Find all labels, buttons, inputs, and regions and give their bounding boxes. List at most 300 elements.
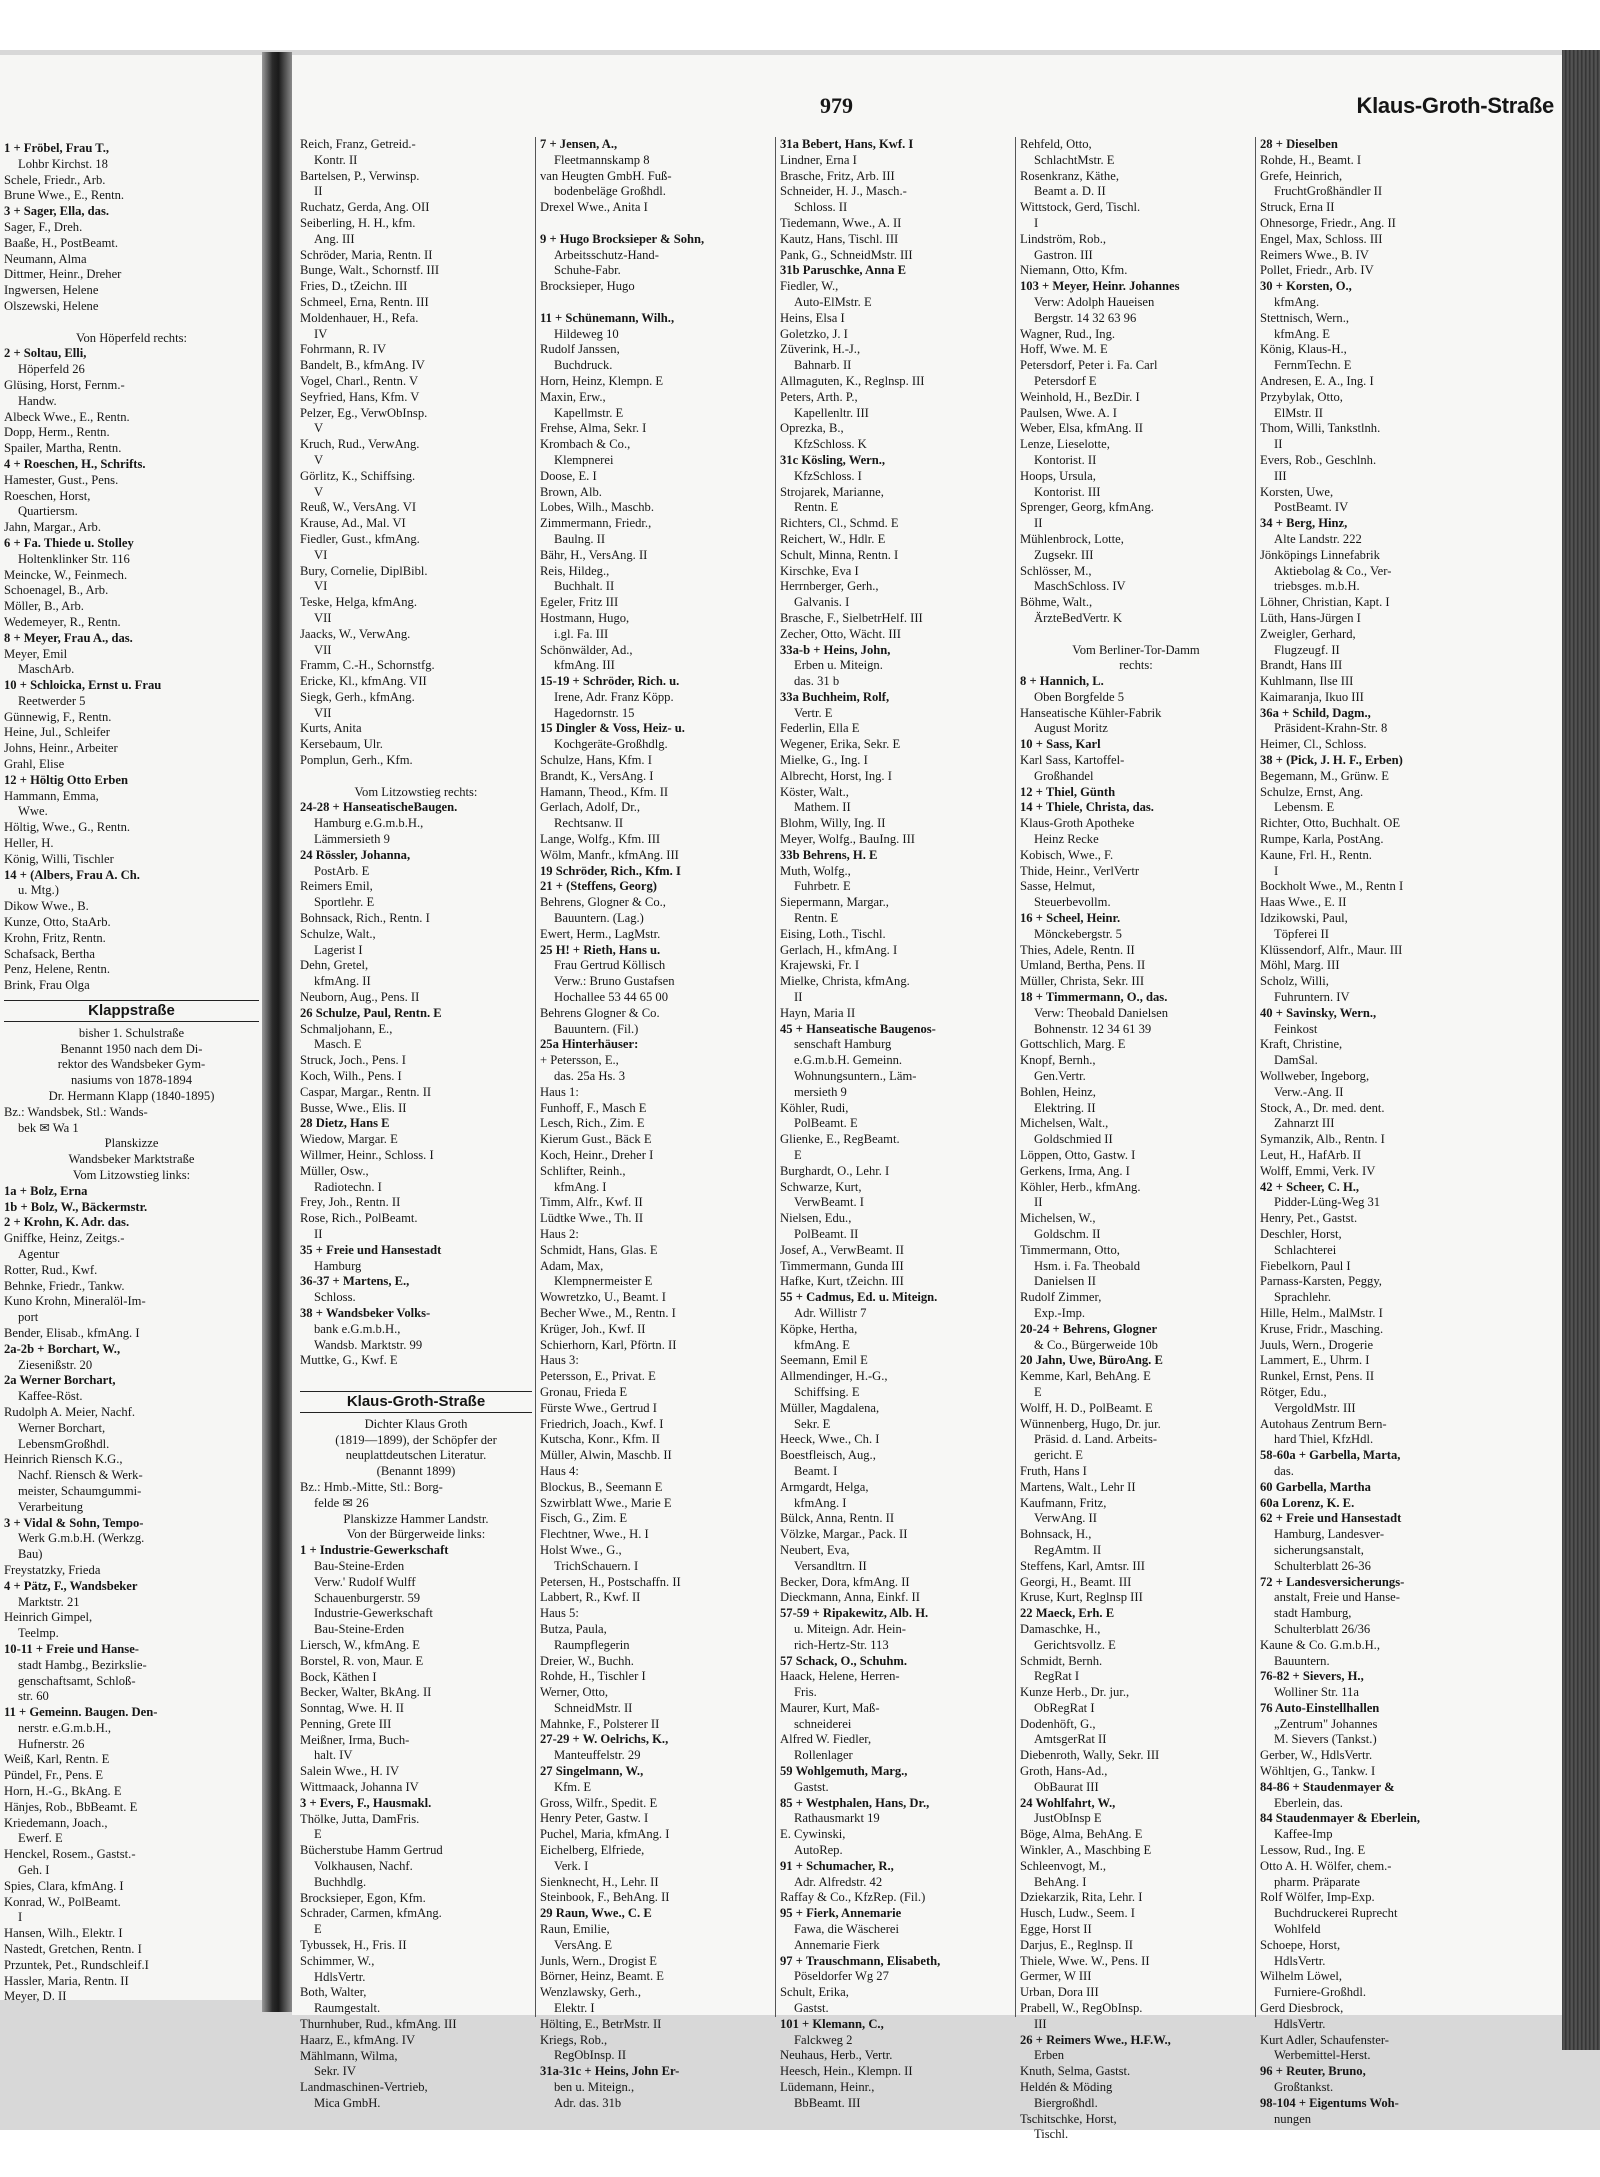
resident-entry: Ewert, Herm., LagMstr.: [540, 926, 661, 941]
entry-continuation: Wohlfeld: [1274, 1922, 1321, 1937]
resident-entry: Labbert, R., Kwf. II: [540, 1590, 641, 1605]
resident-entry: Richters, Cl., Schmd. E: [780, 516, 899, 531]
section-note: Von Höperfeld rechts:: [76, 330, 187, 345]
entry-continuation: AmtsgerRat II: [1034, 1732, 1107, 1747]
resident-entry: Henry, Pet., Gastst.: [1260, 1211, 1358, 1226]
entry-continuation: Quartiersm.: [18, 504, 78, 519]
entry-continuation: II: [794, 990, 803, 1005]
entry-continuation: AutoRep.: [794, 1843, 843, 1858]
resident-entry: Hölting, E., BetrMstr. II: [540, 2016, 662, 2031]
house-number-entry: 27-29 + W. Oelrichs, K.,: [540, 1732, 669, 1747]
page-header-title: Klaus-Groth-Straße: [1356, 93, 1554, 118]
entry-continuation: senschaft Hamburg: [794, 1037, 892, 1052]
house-number-entry: 11 + Gemeinn. Baugen. Den-: [4, 1705, 158, 1720]
entry-continuation: bodenbeläge Großhdl.: [554, 184, 666, 199]
resident-entry: Kuno Krohn, Mineralöl-Im-: [4, 1294, 146, 1309]
resident-entry: Darjus, E., Reglnsp. II: [1020, 1937, 1133, 1952]
entry-continuation: VergoldMstr. III: [1274, 1400, 1356, 1415]
house-number-entry: 14 + (Albers, Frau A. Ch.: [4, 867, 140, 882]
entry-continuation: Petersdorf E: [1034, 373, 1097, 388]
entry-continuation: triebsges. m.b.H.: [1274, 579, 1360, 594]
resident-entry: Rötger, Edu.,: [1260, 1384, 1327, 1399]
house-number-entry: 26 + Reimers Wwe., H.F.W.,: [1020, 2032, 1171, 2047]
resident-entry: Krause, Ad., Mal. VI: [300, 516, 406, 531]
resident-entry: Hanseatische Kühler-Fabrik: [1020, 705, 1162, 720]
resident-entry: Wittmaack, Johanna IV: [300, 1780, 419, 1795]
house-number-entry: 2a Werner Borchart,: [4, 1373, 116, 1388]
resident-entry: Wolff, H. D., PolBeamt. E: [1020, 1400, 1153, 1415]
entry-continuation: ElMstr. II: [1274, 405, 1323, 420]
house-number-entry: 31a Bebert, Hans, Kwf. I: [780, 137, 914, 151]
resident-entry: Blockus, B., Seemann E: [540, 1479, 663, 1494]
resident-entry: Husch, Ludw., Seem. I: [1020, 1906, 1135, 1921]
entry-continuation: HdlsVertr.: [314, 1969, 366, 1984]
resident-entry: Niemann, Otto, Kfm.: [1020, 263, 1128, 278]
resident-entry: Adam, Max,: [540, 1258, 604, 1273]
resident-entry: Gronau, Frieda E: [540, 1384, 628, 1399]
resident-entry: Stock, A., Dr. med. dent.: [1260, 1100, 1385, 1115]
resident-entry: Przuntek, Pet., Rundschleif.I: [4, 1957, 149, 1972]
resident-entry: Bücherstube Hamm Gertrud: [300, 1843, 443, 1858]
resident-entry: Knuth, Selma, Gastst.: [1020, 2064, 1131, 2079]
resident-entry: Rohde, H., Tischler I: [540, 1669, 646, 1684]
house-number-entry: 21 + (Steffens, Georg): [540, 879, 657, 894]
resident-entry: Schönwälder, Ad.,: [540, 642, 633, 657]
entry-continuation: HdlsVertr.: [1274, 1953, 1326, 1968]
resident-entry: Haas Wwe., E. II: [1260, 895, 1347, 910]
resident-entry: Haus 1:: [540, 1084, 579, 1099]
resident-entry: Zweigler, Gerhard,: [1260, 626, 1356, 641]
resident-entry: Brink, Frau Olga: [4, 978, 90, 993]
resident-entry: Lüth, Hans-Jürgen I: [1260, 610, 1361, 625]
entry-continuation: I: [18, 1910, 23, 1925]
resident-entry: Goletzko, J. I: [780, 326, 848, 341]
entry-continuation: bank e.G.m.b.H.,: [314, 1321, 401, 1336]
entry-continuation: II: [1034, 516, 1043, 531]
house-number-entry: 4 + Roeschen, H., Schrifts.: [4, 456, 146, 471]
resident-entry: Grefe, Heinrich,: [1260, 168, 1343, 183]
resident-entry: Lindström, Rob.,: [1020, 231, 1107, 246]
entry-continuation: Rathausmarkt 19: [794, 1811, 880, 1826]
entry-continuation: halt. IV: [314, 1748, 353, 1763]
entry-continuation: Galvanis. I: [794, 595, 850, 610]
house-number-entry: 12 + Thiel, Günth: [1020, 784, 1116, 799]
entry-continuation: Bohnenstr. 12 34 61 39: [1034, 1021, 1152, 1036]
house-number-entry: 45 + Hanseatische Baugenos-: [780, 1021, 936, 1036]
resident-entry: Mählmann, Wilma,: [300, 2048, 398, 2063]
resident-entry: Umland, Bertha, Pens. II: [1020, 958, 1146, 973]
resident-entry: Müller, Magdalena,: [780, 1400, 880, 1415]
house-number-entry: 62 + Freie und Hansestadt: [1260, 1511, 1402, 1526]
resident-entry: Muth, Wolfg.,: [780, 863, 851, 878]
entry-continuation: Verw.' Rudolf Wulff: [314, 1574, 416, 1589]
entry-continuation: KfzSchloss. K: [794, 437, 867, 452]
resident-entry: Bz.: Hmb.-Mitte, Stl.: Borg-: [300, 1479, 443, 1494]
entry-continuation: Gen.Vertr.: [1034, 1069, 1086, 1084]
entry-continuation: Marktstr. 21: [18, 1594, 80, 1609]
resident-entry: Mielke, Christa, kfmAng.: [780, 974, 910, 989]
resident-entry: Kuhlmann, Ilse III: [1260, 674, 1354, 689]
entry-continuation: kfmAng. E: [1274, 326, 1330, 341]
house-number-entry: 36a + Schild, Dagm.,: [1260, 705, 1371, 720]
entry-continuation: ObRegRat I: [1034, 1700, 1095, 1715]
entry-continuation: e.G.m.b.H. Gemeinn.: [794, 1053, 903, 1068]
resident-entry: Urban, Dora III: [1020, 1985, 1099, 2000]
resident-entry: Maxin, Erw.,: [540, 389, 606, 404]
resident-entry: Richter, Otto, Buchhalt. OE: [1260, 816, 1401, 831]
directory-column-3: [780, 137, 1012, 2112]
resident-entry: Liersch, W., kfmAng. E: [300, 1637, 420, 1652]
resident-entry: Engel, Max, Schloss. III: [1260, 231, 1383, 246]
resident-entry: Höltig, Wwe., G., Rentn.: [4, 820, 131, 835]
entry-continuation: bek ✉ Wa 1: [18, 1120, 79, 1135]
resident-entry: Rolf Wölfer, Imp-Exp.: [1260, 1890, 1375, 1905]
entry-continuation: Werbemittel-Herst.: [1274, 2048, 1371, 2063]
resident-entry: Rosenkranz, Käthe,: [1020, 168, 1119, 183]
house-number-entry: 29 Raun, Wwe., C. E: [540, 1906, 652, 1921]
resident-entry: Wöhltjen, G., Tankw. I: [1260, 1764, 1376, 1779]
entry-continuation: kfmAng.: [1274, 294, 1320, 309]
entry-continuation: M. Sievers (Tankst.): [1274, 1732, 1377, 1747]
entry-continuation: i.gl. Fa. III: [554, 626, 609, 641]
entry-continuation: II: [1034, 1195, 1043, 1210]
entry-continuation: Ewerf. E: [18, 1831, 63, 1846]
resident-entry: Müller, Alwin, Maschb. II: [540, 1448, 672, 1463]
resident-entry: Raun, Emilie,: [540, 1922, 610, 1937]
section-note: nasiums von 1878-1894: [70, 1073, 193, 1088]
entry-continuation: RegRat I: [1034, 1669, 1080, 1684]
resident-entry: Tiedemann, Wwe., A. II: [780, 215, 902, 230]
entry-continuation: I: [1034, 215, 1039, 230]
entry-continuation: Buchhdlg.: [314, 1874, 367, 1889]
entry-continuation: Holtenklinker Str. 116: [18, 551, 130, 566]
resident-entry: König, Willi, Tischler: [4, 851, 114, 866]
resident-entry: Kersebaum, Ulr.: [300, 737, 383, 752]
resident-entry: Michelsen, W.,: [1020, 1211, 1096, 1226]
house-number-entry: 96 + Reuter, Bruno,: [1260, 2064, 1366, 2079]
resident-entry: Fohrmann, R. IV: [300, 342, 387, 357]
entry-continuation: V: [314, 421, 324, 436]
resident-entry: Neumann, Alma: [4, 251, 87, 266]
entry-continuation: E: [794, 1148, 802, 1162]
entry-continuation: RegObInsp. II: [554, 2048, 627, 2063]
entry-continuation: Rollenlager: [794, 1748, 853, 1763]
house-number-entry: 59 Wohlgemuth, Marg.,: [780, 1764, 908, 1779]
resident-entry: Raffay & Co., KfzRep. (Fil.): [780, 1890, 926, 1905]
house-number-entry: 1 + Fröbel, Frau T.,: [4, 141, 110, 155]
resident-entry: Kruse, Kurt, Reglnsp III: [1020, 1590, 1143, 1605]
entry-continuation: Lohbr Kirchst. 18: [18, 156, 108, 171]
entry-continuation: Sportlehr. E: [314, 895, 375, 910]
resident-entry: Schrader, Carmen, kfmAng.: [300, 1906, 442, 1921]
entry-continuation: SchneidMstr. II: [554, 1700, 633, 1715]
house-number-entry: 38 + Wandsbeker Volks-: [300, 1305, 431, 1320]
house-number-entry: 20-24 + Behrens, Glogner: [1020, 1321, 1158, 1336]
resident-entry: + Petersson, E.,: [540, 1053, 619, 1068]
house-number-entry: 15 Dingler & Voss, Heiz- u.: [540, 721, 685, 736]
resident-entry: Alfred W. Fiedler,: [780, 1732, 872, 1747]
resident-entry: Haus 3:: [540, 1353, 579, 1368]
entry-continuation: VII: [314, 610, 332, 625]
resident-entry: Zecher, Otto, Wächt. III: [780, 626, 901, 641]
directory-column-4: [1020, 137, 1252, 2143]
resident-entry: Schult, Minna, Rentn. I: [780, 547, 899, 562]
entry-continuation: Goldschmied II: [1034, 1132, 1113, 1147]
resident-entry: Bülck, Anna, Rentn. II: [780, 1511, 895, 1526]
entry-continuation: Industrie-Gewerkschaft: [314, 1606, 433, 1621]
resident-entry: Heinrich Gimpel,: [4, 1610, 93, 1625]
entry-continuation: Kontr. II: [314, 152, 358, 167]
resident-entry: Thom, Willi, Tankstlnh.: [1260, 421, 1381, 436]
entry-continuation: Volkhausen, Nachf.: [314, 1859, 413, 1874]
resident-entry: Holst Wwe., G.,: [540, 1542, 622, 1557]
resident-entry: Köpke, Hertha,: [780, 1321, 858, 1336]
resident-entry: Dikow Wwe., B.: [4, 899, 89, 914]
resident-entry: Meyer, Wolfg., BauIng. III: [780, 832, 915, 847]
resident-entry: Schimmer, W.,: [300, 1953, 375, 1968]
section-note: Von der Bürgerweide links:: [346, 1527, 486, 1542]
entry-continuation: Sekr. IV: [314, 2064, 356, 2079]
resident-entry: Herrnberger, Gerh.,: [780, 579, 879, 594]
resident-entry: Heesch, Hein., Klempn. II: [780, 2064, 913, 2079]
resident-entry: Bender, Elisab., kfmAng. I: [4, 1325, 140, 1340]
entry-continuation: Frau Gertrud Köllisch: [554, 958, 666, 973]
resident-entry: Züverink, H.-J.,: [780, 342, 861, 357]
house-number-entry: 28 Dietz, Hans E: [300, 1116, 390, 1131]
entry-continuation: Radiotechn. I: [314, 1179, 382, 1194]
entry-continuation: PostArb. E: [314, 863, 370, 878]
resident-entry: Schulze, Walt.,: [300, 926, 376, 941]
house-number-entry: 103 + Meyer, Heinr. Johannes: [1020, 279, 1180, 294]
entry-continuation: PolBeamt. E: [794, 1116, 858, 1131]
entry-continuation: Buchhalt. II: [554, 579, 615, 594]
resident-entry: Bockholt Wwe., M., Rentn I: [1260, 879, 1404, 894]
entry-continuation: Bergstr. 14 32 63 96: [1034, 310, 1137, 325]
resident-entry: Hamann, Theod., Kfm. II: [540, 784, 669, 799]
resident-entry: Framm, C.-H., Schornstfg.: [300, 658, 435, 673]
entry-continuation: DamSal.: [1274, 1053, 1318, 1068]
entry-continuation: Klempnerei: [554, 452, 614, 467]
resident-entry: Schmaljohann, E.,: [300, 1021, 393, 1036]
resident-entry: Kemme, Karl, BehAng. E: [1020, 1369, 1151, 1384]
house-number-entry: 10 + Schloicka, Ernst u. Frau: [4, 678, 162, 693]
resident-entry: Haarz, E., kfmAng. IV: [300, 2032, 416, 2047]
entry-continuation: MaschSchloss. IV: [1034, 579, 1126, 594]
house-number-entry: 19 Schröder, Rich., Kfm. I: [540, 863, 681, 878]
resident-entry: Tschitschke, Horst,: [1020, 2111, 1117, 2126]
entry-continuation: III: [1034, 2016, 1047, 2031]
resident-entry: König, Klaus-H.,: [1260, 342, 1347, 357]
section-note: rektor des Wandsbeker Gym-: [57, 1057, 206, 1072]
resident-entry: Moldenhauer, H., Refa.: [300, 310, 419, 325]
entry-continuation: Beamt. I: [794, 1463, 838, 1478]
resident-entry: Möller, B., Arb.: [4, 599, 84, 614]
entry-continuation: Wohnungsuntern., Läm-: [794, 1069, 917, 1084]
resident-entry: Evers, Rob., Geschlnh.: [1260, 452, 1377, 467]
resident-entry: Sager, F., Dreh.: [4, 219, 83, 234]
resident-entry: Heller, H.: [4, 836, 54, 851]
entry-continuation: VerwBeamt. I: [794, 1195, 864, 1210]
resident-entry: Ohnesorge, Friedr., Ang. II: [1260, 215, 1396, 230]
house-number-entry: 95 + Fierk, Annemarie: [780, 1906, 902, 1921]
entry-continuation: Schiffsing. E: [794, 1384, 860, 1399]
resident-entry: Nastedt, Gretchen, Rentn. I: [4, 1942, 142, 1957]
entry-continuation: BehAng. I: [1034, 1874, 1087, 1889]
resident-entry: Sprenger, Georg, kfmAng.: [1020, 500, 1154, 515]
resident-entry: Becker, Dora, kfmAng. II: [780, 1574, 910, 1589]
house-number-entry: 16 + Scheel, Heinr.: [1020, 911, 1121, 926]
book-gutter: [262, 52, 292, 2012]
resident-entry: Haus 4:: [540, 1463, 579, 1478]
entry-continuation: Mathem. II: [794, 800, 851, 815]
resident-entry: Gross, Wilfr., Spedit. E: [540, 1795, 658, 1810]
entry-continuation: Verw: Adolph Haueisen: [1034, 294, 1155, 309]
section-note: Dichter Klaus Groth: [364, 1416, 468, 1431]
entry-continuation: HdlsVertr.: [1274, 2016, 1326, 2031]
resident-entry: Hoops, Ursula,: [1020, 468, 1096, 483]
entry-continuation: Kontorist. III: [1034, 484, 1101, 499]
entry-continuation: Ziesenißstr. 20: [18, 1357, 93, 1372]
resident-entry: Borstel, R. von, Maur. E: [300, 1653, 424, 1668]
entry-continuation: kfmAng. III: [554, 658, 615, 673]
entry-continuation: port: [18, 1310, 39, 1325]
entry-continuation: Handw.: [18, 393, 57, 408]
resident-entry: Peters, Arth. P.,: [780, 389, 858, 404]
resident-entry: Reuß, W., VersAng. VI: [300, 500, 417, 515]
resident-entry: Wiedow, Margar. E: [300, 1132, 398, 1147]
resident-entry: Sasse, Helmut,: [1020, 879, 1096, 894]
resident-entry: Autohaus Zentrum Bern-: [1260, 1416, 1387, 1431]
entry-continuation: nungen: [1274, 2111, 1312, 2126]
resident-entry: Gerlach, Adolf, Dr.,: [540, 800, 641, 815]
resident-entry: Wollweber, Ingeborg,: [1260, 1069, 1370, 1084]
resident-entry: Rumpe, Karla, PostAng.: [1260, 832, 1384, 847]
resident-entry: Rose, Rich., PolBeamt.: [300, 1211, 418, 1226]
entry-continuation: Tischl.: [1034, 2127, 1069, 2142]
house-number-entry: 18 + Timmermann, O., das.: [1020, 990, 1168, 1005]
entry-continuation: Werner Borchart,: [18, 1420, 106, 1435]
resident-entry: Haack, Helene, Herren-: [780, 1669, 900, 1684]
resident-entry: Kaimaranja, Ikuo III: [1260, 689, 1364, 704]
resident-entry: Freystatzky, Frieda: [4, 1562, 101, 1577]
resident-entry: Haus 2:: [540, 1226, 579, 1241]
column-rule: [1255, 137, 1256, 2017]
entry-continuation: Rentn. E: [794, 500, 839, 515]
directory-column-2: [540, 137, 772, 2112]
entry-continuation: ben u. Miteign.,: [554, 2080, 635, 2095]
entry-continuation: Goldschm. II: [1034, 1226, 1101, 1241]
resident-entry: [540, 216, 772, 232]
resident-entry: Hammann, Emma,: [4, 788, 99, 803]
house-number-entry: 98-104 + Eigentums Woh-: [1260, 2095, 1399, 2110]
entry-continuation: Raumgestalt.: [314, 2001, 381, 2016]
resident-entry: Henckel, Rosem., Gastst.-: [4, 1847, 136, 1862]
entry-continuation: Raumpflegerin: [554, 1637, 630, 1652]
entry-continuation: Präsid. d. Land. Arbeits-: [1034, 1432, 1158, 1447]
house-number-entry: 24 Rössler, Johanna,: [300, 847, 411, 862]
house-number-entry: 24-28 + HanseatischeBaugen.: [300, 800, 458, 815]
resident-entry: Meißner, Irma, Buch-: [300, 1732, 410, 1747]
resident-entry: Georgi, H., Beamt. III: [1020, 1574, 1132, 1589]
page-number: 979: [820, 93, 853, 118]
resident-entry: Oprezka, B.,: [780, 421, 844, 436]
resident-entry: Groth, Hans-Ad.,: [1020, 1764, 1108, 1779]
resident-entry: Nielsen, Edu.,: [780, 1211, 852, 1226]
resident-entry: Pelzer, Eg., VerwObInsp.: [300, 405, 428, 420]
resident-entry: Busse, Wwe., Elis. II: [300, 1100, 407, 1115]
resident-entry: Rehfeld, Otto,: [1020, 137, 1092, 151]
section-note: Planskizze Hammer Landstr.: [343, 1511, 489, 1526]
entry-continuation: Irene, Adr. Franz Köpp.: [554, 689, 674, 704]
resident-entry: Börner, Heinz, Beamt. E: [540, 1969, 664, 1984]
entry-continuation: Schulterblatt 26-36: [1274, 1558, 1371, 1573]
entry-continuation: Adr. Willistr 7: [794, 1305, 867, 1320]
resident-entry: Wölm, Manfr., kfmAng. III: [540, 847, 679, 862]
page-edge: [1562, 50, 1600, 2050]
resident-entry: Koch, Wilh., Pens. I: [300, 1069, 402, 1084]
resident-entry: Siegk, Gerh., kfmAng.: [300, 689, 415, 704]
resident-entry: Mühlenbrock, Lotte,: [1020, 531, 1124, 546]
resident-entry: Schröder, Maria, Rentn. II: [300, 247, 433, 262]
resident-entry: Przybylak, Otto,: [1260, 389, 1343, 404]
house-number-entry: 10-11 + Freie und Hanse-: [4, 1641, 139, 1656]
entry-continuation: VersAng. E: [554, 1937, 613, 1952]
entry-continuation: PolBeamt. II: [794, 1226, 859, 1241]
house-number-entry: 1 + Industrie-Gewerkschaft: [300, 1543, 449, 1558]
resident-entry: Albeck Wwe., E., Rentn.: [4, 409, 130, 424]
house-number-entry: 76-82 + Sievers, H.,: [1260, 1669, 1364, 1684]
entry-continuation: FernmTechn. E: [1274, 358, 1352, 373]
resident-entry: Hansen, Wilh., Elektr. I: [4, 1926, 123, 1941]
resident-entry: Kraft, Christine,: [1260, 1037, 1343, 1052]
resident-entry: Becker, Walter, BkAng. II: [300, 1685, 432, 1700]
resident-entry: Struck, Erna II: [1260, 200, 1335, 215]
entry-continuation: Großtankst.: [1274, 2080, 1334, 2095]
resident-entry: Wünnenberg, Hugo, Dr. jur.: [1020, 1416, 1161, 1431]
resident-entry: Roeschen, Horst,: [4, 488, 91, 503]
resident-entry: Schulze, Hans, Kfm. I: [540, 753, 652, 768]
entry-continuation: Sekr. E: [794, 1416, 831, 1431]
resident-entry: Juuls, Wern., Drogerie: [1260, 1337, 1374, 1352]
resident-entry: Gerkens, Irma, Ang. I: [1020, 1163, 1130, 1178]
street-section-title: Klappstraße: [4, 1000, 259, 1022]
entry-continuation: Rechtsanw. II: [554, 816, 624, 831]
section-note: Dr. Hermann Klapp (1840-1895): [48, 1089, 215, 1104]
house-number-entry: 3 + Vidal & Sohn, Tempo-: [4, 1515, 144, 1530]
resident-entry: Muttke, G., Kwf. E: [300, 1353, 398, 1368]
entry-continuation: E: [314, 1922, 322, 1937]
entry-continuation: Eberlein, das.: [1274, 1795, 1343, 1810]
entry-continuation: Lebensm. E: [1274, 800, 1335, 815]
resident-entry: Johns, Heinr., Arbeiter: [4, 741, 118, 756]
resident-entry: Gerlach, H., kfmAng. I: [780, 942, 898, 957]
entry-continuation: Höperfeld 26: [18, 362, 85, 377]
entry-continuation: Danielsen II: [1034, 1274, 1096, 1289]
entry-continuation: pharm. Präparate: [1274, 1874, 1361, 1889]
resident-entry: Fiedler, Gust., kfmAng.: [300, 531, 420, 546]
entry-continuation: PostBeamt. IV: [1274, 500, 1349, 515]
resident-entry: Köhler, Herb., kfmAng.: [1020, 1179, 1141, 1194]
resident-entry: Wenzlawsky, Gerh.,: [540, 1985, 641, 2000]
resident-entry: Petersen, H., Postschaffn. II: [540, 1574, 681, 1589]
house-number-entry: 31b Paruschke, Anna E: [780, 263, 906, 278]
resident-entry: Bandelt, B., kfmAng. IV: [300, 358, 425, 373]
resident-entry: Mielke, G., Ing. I: [780, 753, 868, 768]
entry-continuation: u. Miteign. Adr. Hein-: [794, 1621, 906, 1636]
house-number-entry: 60 Garbella, Martha: [1260, 1479, 1371, 1494]
entry-continuation: RegAmtm. II: [1034, 1542, 1102, 1557]
resident-entry: Puchel, Maria, kfmAng. I: [540, 1827, 670, 1842]
